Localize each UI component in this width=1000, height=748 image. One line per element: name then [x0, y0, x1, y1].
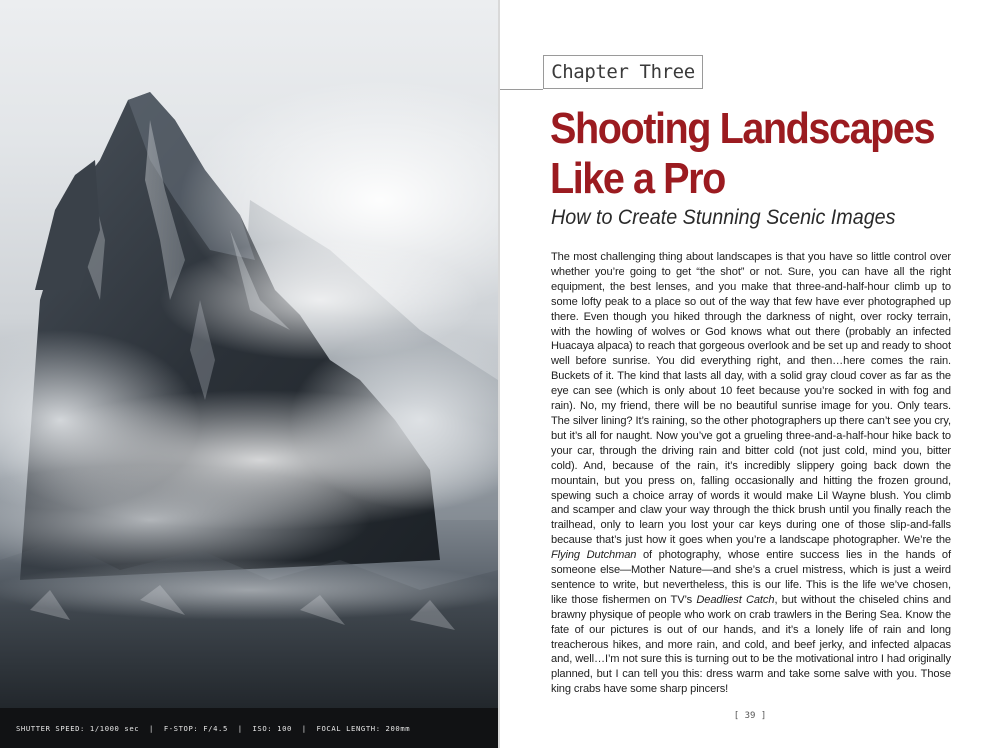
body-italic-deadliest-catch: Deadliest Catch: [696, 593, 775, 606]
chapter-subtitle: How to Create Stunning Scenic Images: [551, 206, 896, 229]
chapter-rule: [500, 89, 543, 90]
mountain-illustration: [0, 0, 498, 708]
chapter-title-line-1: Shooting Landscapes: [550, 104, 935, 153]
mountain-photo: [0, 0, 498, 708]
photo-caption: SHUTTER SPEED: 1/1000 sec | F-STOP: F/4.5 | ISO: 100 | FOCAL LENGTH: 200mm: [16, 723, 411, 733]
body-paragraph: [551, 250, 951, 697]
chapter-label-box: [543, 55, 703, 89]
body-text-part-3: , but without the chiseled chins and brawny physique of people who work on crab trawlers in the Bering Sea. Know the fate of our pictures is out of our hands, and it’s a lonely life of rain and long treacherous hikes, and more rain, and cold, and beef jerky, and infected alpacas and, well…I’m not sure this is turning out to be the motivational intro I had originally planned, but I can tell you this: dress warm and take some salve with you. Those king crabs have some sharp pincers!: [551, 593, 951, 696]
chapter-label: Chapter Three: [551, 61, 695, 83]
left-page: [0, 0, 498, 748]
body-text-part-1: The most challenging thing about landscapes is that you have so little control over whether you’re going to get “the shot” or not. Sure, you can have all the right equipment, the best lenses, and you make that three-and-half-hour climb up to some lofty peak to a place so out of the way that few have ever photographed up there. Even though you hiked through the darkness of night, over rocky terrain, with the howling of wolves or God knows what out there (probably an infected Huacaya alpaca) to reach that gorgeous overlook and be set up and ready to shoot well before sunrise. You did everything right, and then…here comes the rain. Buckets of it. The kind that lasts all day, with a solid gray cloud cover as far as the eye can see (which is only about 10 feet because you’re socked in with fog and rain). No, my friend, there will be no beautiful sunrise image for you. Only tears. The silver lining? It’s raining, so the other photographers up there can’t see you cry, but it’s all for naught. Now you’ve got a grueling three-and-a-half-hour hike back to your car, through the driving rain and bitter cold (not just cold, mind you, bitter cold). And, because of the rain, it’s incredibly slippery going back down the mountain, but you press on, falling occasionally and hitting the frozen ground, spewing such a choice array of words it would make Lil Wayne blush. You climb and scamper and claw your way through the thick brush until you finally reach the trailhead, only to learn you lost your car keys during one of those slip-and-falls because that’s just how it goes when you’re a landscape photographer. We’re the: [551, 251, 951, 547]
body-italic-flying-dutchman: Flying Dutchman: [551, 549, 637, 562]
right-page: [500, 0, 1000, 748]
chapter-title-line-2: Like a Pro: [550, 154, 725, 203]
page-number: [ 39 ]: [733, 711, 767, 721]
chapter-title: [550, 104, 937, 204]
body-text-part-2: of photography, whose entire success lies in the hands of someone else—Mother Nature—and she’s a cruel mistress, which is just a weird sentence to write, but nevertheless, this is our life. This is the life we’ve chosen, like those fishermen on TV’s: [551, 549, 951, 606]
photo-caption-bar: [0, 708, 498, 748]
